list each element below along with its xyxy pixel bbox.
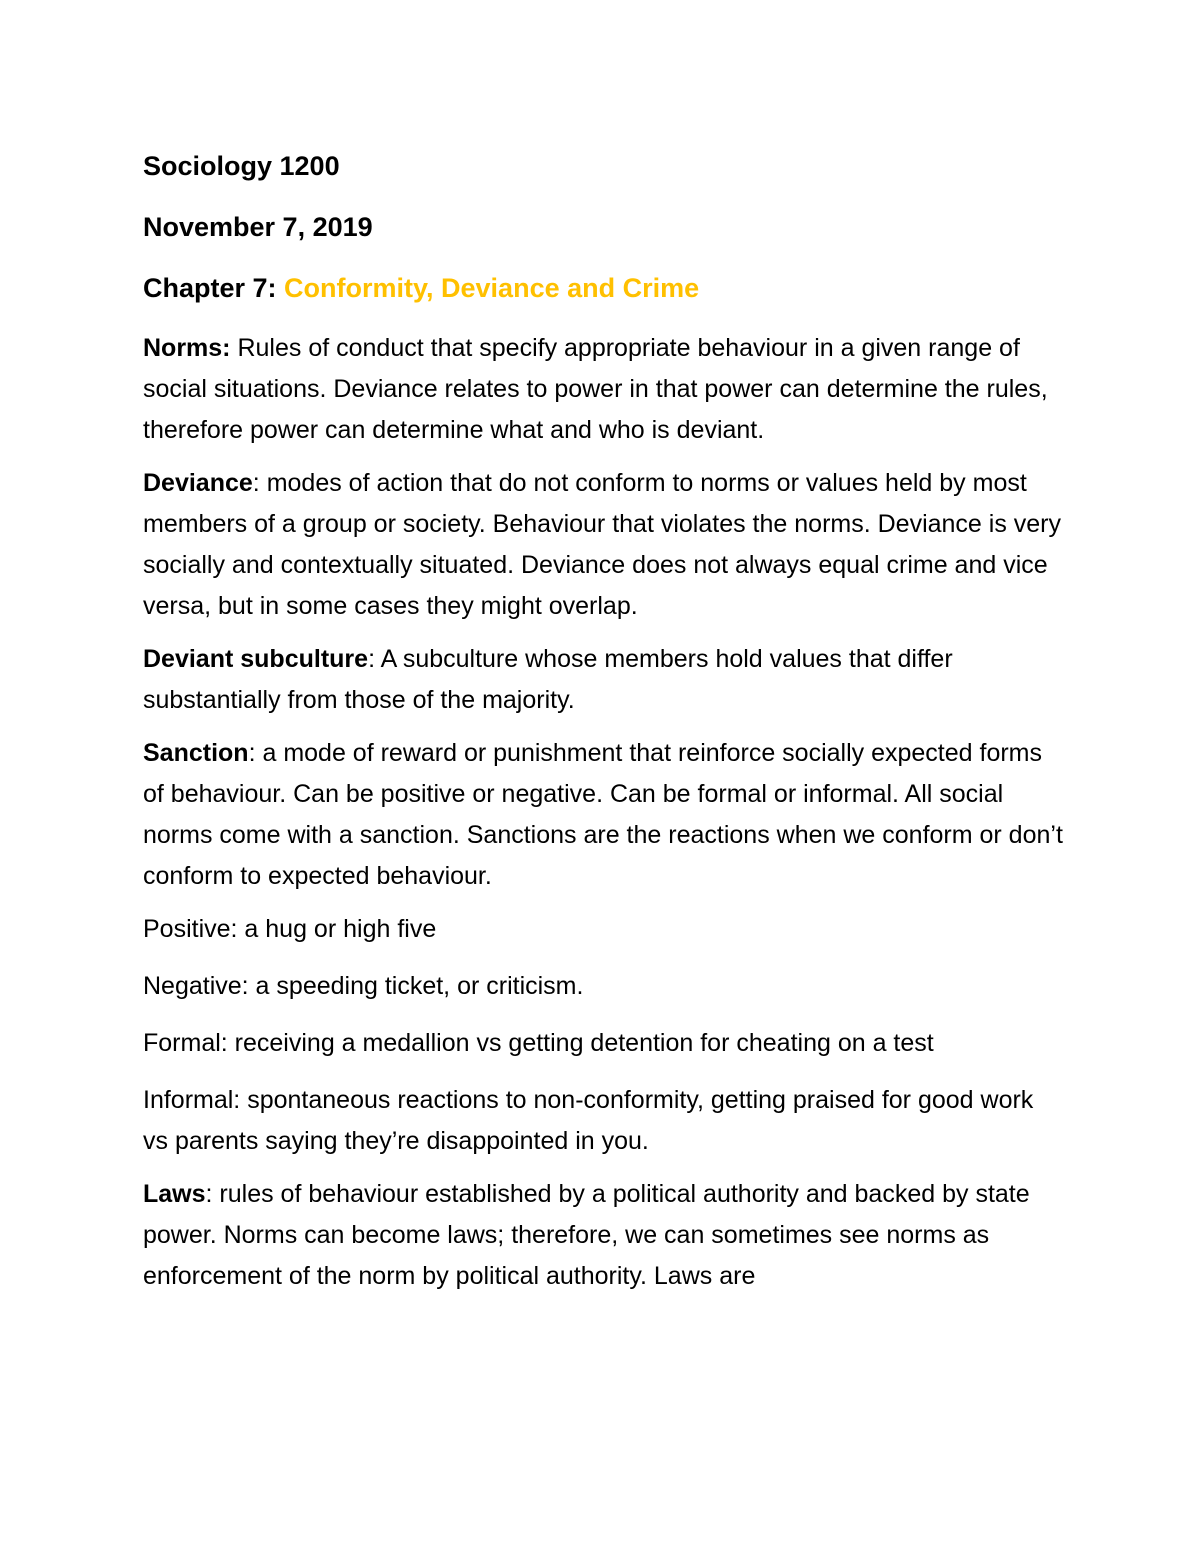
deviance-paragraph (143, 463, 1063, 627)
course-title: Sociology 1200 (143, 151, 340, 181)
chapter-title: Conformity, Deviance and Crime (284, 273, 700, 303)
laws-term: Laws (143, 1180, 206, 1208)
chapter-prefix: Chapter 7: (143, 273, 285, 303)
laws-paragraph (143, 1174, 1063, 1297)
example-negative: Negative: a speeding ticket, or criticism. (143, 972, 584, 1000)
example-formal: Formal: receiving a medallion vs getting detention for cheating on a test (143, 1029, 934, 1057)
deviance-definition: : modes of action that do not conform to norms or values held by most members of a group or society. Behaviour that violates the norms. Deviance is very socially and contextually situated. Deviance does not always equal crime and vice versa, but in some cases they might overlap. (143, 469, 1062, 620)
deviant-subculture-definition: : A subculture whose members hold values that differ substantially from those of the majority. (143, 645, 953, 714)
sanction-definition: : a mode of reward or punishment that reinforce socially expected forms of behaviour. Can be positive or negative. Can be formal or informal. All social norms come with a sanction. Sanctions are the reactions when we conform or don’t conform to expected behaviour. (143, 739, 1063, 890)
example-positive: Positive: a hug or high five (143, 915, 437, 943)
lecture-date: November 7, 2019 (143, 212, 373, 242)
document-body (143, 148, 1063, 1309)
norms-paragraph (143, 328, 1063, 451)
norms-definition: Rules of conduct that specify appropriate behaviour in a given range of social situations. Deviance relates to power in that power can determine the rules, therefore power can determine what and who is deviant. (143, 334, 1048, 444)
deviant-subculture-term: Deviant subculture (143, 645, 369, 673)
deviant-subculture-paragraph (143, 639, 1063, 721)
deviance-term: Deviance (143, 469, 253, 497)
sanction-term: Sanction (143, 739, 249, 767)
example-informal: Informal: spontaneous reactions to non-conformity, getting praised for good work vs parents saying they’re disappointed in you. (143, 1086, 1034, 1155)
laws-definition: : rules of behaviour established by a political authority and backed by state power. Norms can become laws; therefore, we can sometimes see norms as enforcement of the norm by political authority. Laws are (143, 1180, 1030, 1290)
sanction-paragraph (143, 733, 1063, 897)
chapter-heading (143, 270, 1063, 306)
norms-term: Norms: (143, 334, 231, 362)
